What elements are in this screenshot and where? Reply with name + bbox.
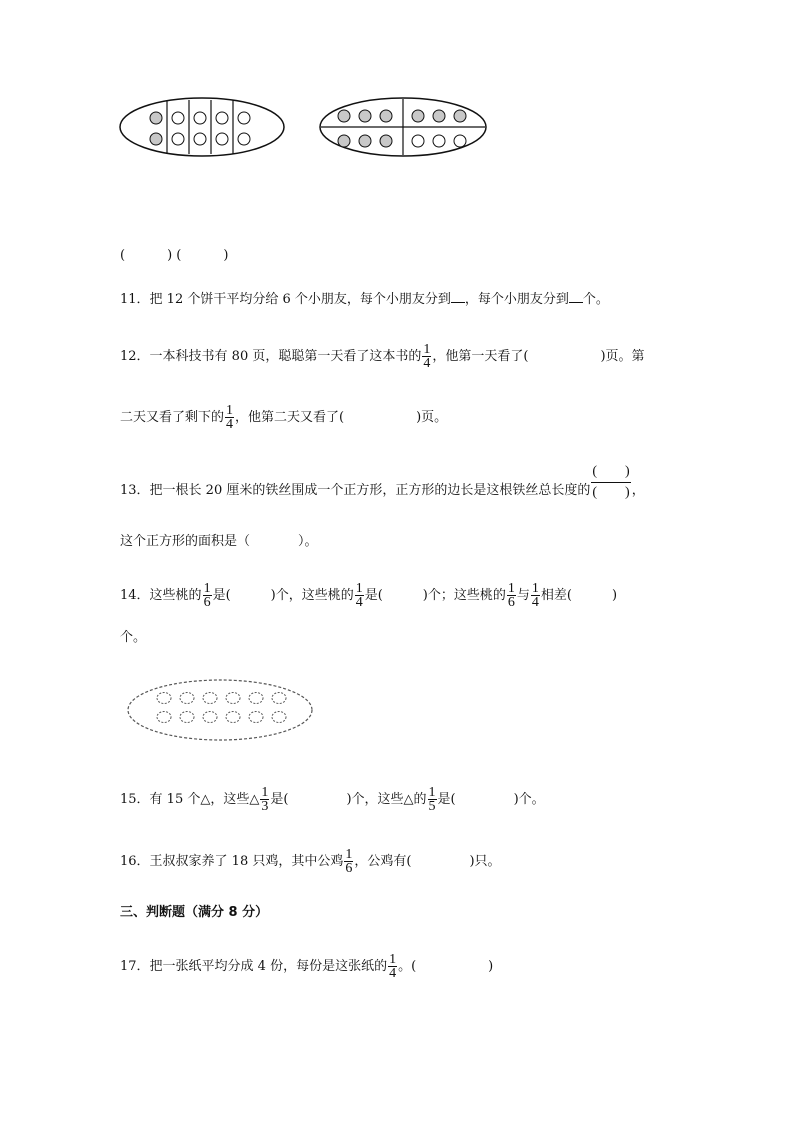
cookie (338, 110, 350, 122)
cookie (359, 135, 371, 147)
peach (249, 712, 263, 723)
cookie (454, 135, 466, 147)
question-13-line-2: 这个正方形的面积是（ ）。 (120, 534, 318, 549)
fraction: $\frac{1}{5}$ (428, 785, 436, 814)
blank[interactable] (451, 290, 465, 303)
fraction: $\frac{1}{3}$ (261, 785, 269, 814)
fraction-blank[interactable]: $\frac{( )}{( )}$ (591, 462, 630, 503)
cookie (238, 133, 250, 145)
blank[interactable] (569, 290, 583, 303)
cookie (194, 133, 206, 145)
fraction: $\frac{1}{4}$ (389, 952, 397, 981)
fraction: $\frac{1}{4}$ (423, 342, 431, 371)
question-17: 17．把一张纸平均分成 4 份，每份是这张纸的 $\frac{1}{4}$ 。( ) (120, 952, 494, 981)
fraction: $\frac{1}{6}$ (345, 847, 353, 876)
cookie (433, 135, 445, 147)
fraction: $\frac{1}{6}$ (203, 581, 211, 610)
peach (157, 693, 171, 704)
question-14-line-2: 个。 (120, 630, 147, 645)
question-12-line-1: 12．一本科技书有 80 页，聪聪第一天看了这本书的 $\frac{1}{4}$ ，他第一天看了( )页。第 (120, 342, 645, 371)
cookie (380, 135, 392, 147)
peach (180, 693, 194, 704)
section-title-judgement: 三、判断题（满分 8 分） (120, 905, 269, 920)
cookie (194, 112, 206, 124)
fraction: $\frac{1}{4}$ (531, 581, 539, 610)
peach (180, 712, 194, 723)
cookie (338, 135, 350, 147)
cookie-plate-a (118, 96, 286, 158)
cookie (172, 112, 184, 124)
peach-plate (124, 676, 316, 744)
cookie (172, 133, 184, 145)
question-11: 11．把 12 个饼干平均分给 6 个小朋友，每个小朋友分到 ，每个小朋友分到 个。 (120, 292, 609, 307)
peach (203, 712, 217, 723)
question-14-line-1: 14．这些桃的 $\frac{1}{6}$ 是( )个，这些桃的 $\frac{1}{4}$ 是( )个；这些桃的 $\frac{1}{6}$ 与 $\frac{1}{4}$ 相差( ) (120, 581, 618, 610)
cookie (380, 110, 392, 122)
peach (249, 693, 263, 704)
cookie (454, 110, 466, 122)
cookie (359, 110, 371, 122)
fraction: $\frac{1}{4}$ (226, 403, 234, 432)
cookie (150, 133, 162, 145)
peach (203, 693, 217, 704)
fraction: $\frac{1}{4}$ (355, 581, 363, 610)
peach (157, 712, 171, 723)
peach (226, 693, 240, 704)
question-16: 16．王叔叔家养了 18 只鸡，其中公鸡 $\frac{1}{6}$ ，公鸡有( )只。 (120, 847, 501, 876)
cookie (150, 112, 162, 124)
cookie (238, 112, 250, 124)
cookie (412, 110, 424, 122)
question-12-line-2: 二天又看了剩下的 $\frac{1}{4}$ ，他第二天又看了( )页。 (120, 403, 448, 432)
question-13-line-1: 13．把一根长 20 厘米的铁丝围成一个正方形，正方形的边长是这根铁丝总长度的 $\frac{( )}{( )}$ ， (120, 478, 645, 503)
cookie-plate-b (318, 96, 488, 158)
cookie (412, 135, 424, 147)
cookie (433, 110, 445, 122)
peach (272, 712, 286, 723)
cookie (216, 133, 228, 145)
fraction: $\frac{1}{6}$ (507, 581, 515, 610)
question-15: 15．有 15 个△，这些△ $\frac{1}{3}$ 是( )个，这些△的 $\frac{1}{5}$ 是( )个。 (120, 785, 545, 814)
cookie (216, 112, 228, 124)
answer-blanks: ( ) ( ) (120, 248, 229, 263)
peach (226, 712, 240, 723)
peach (272, 693, 286, 704)
